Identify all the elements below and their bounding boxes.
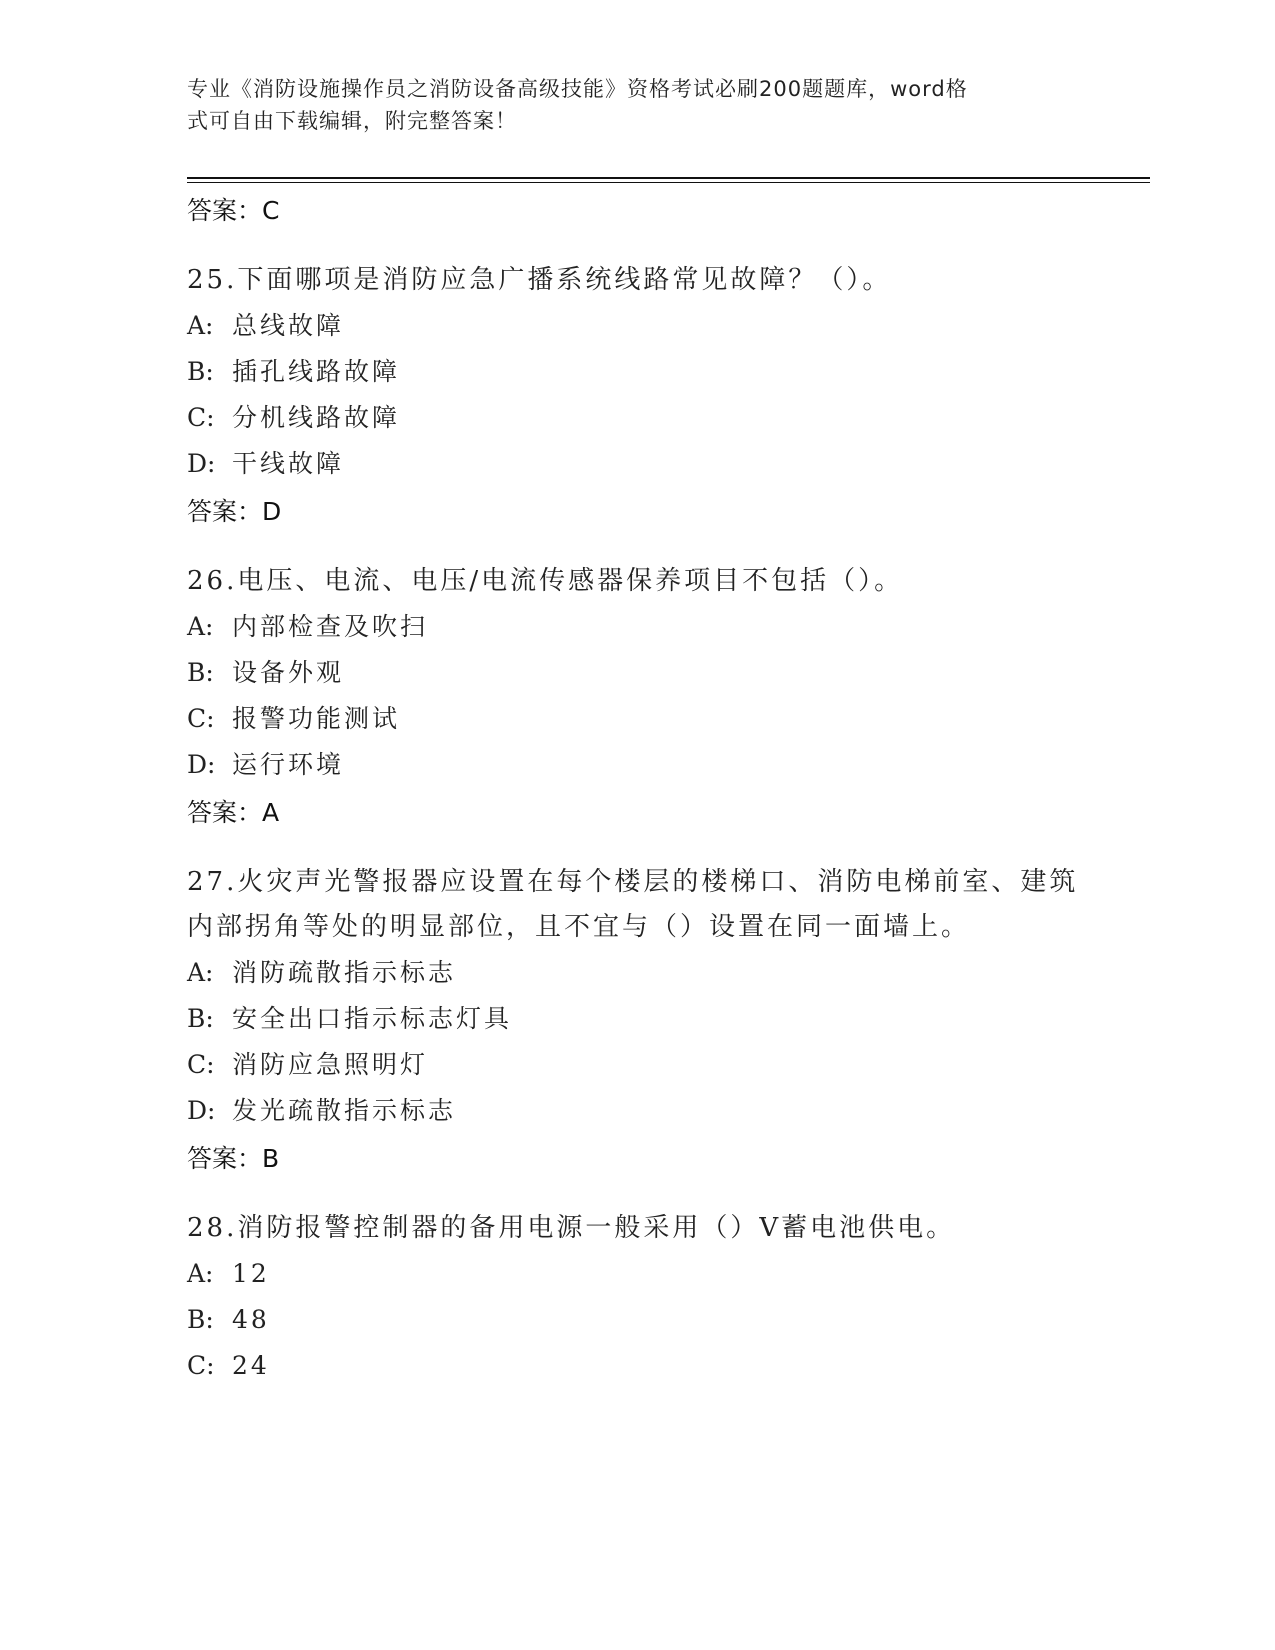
option-text: 12: [232, 1259, 270, 1288]
option-key: D:: [187, 449, 216, 478]
answer-option: [187, 1297, 1087, 1343]
question-stem-line: 26.电压、电流、电压/电流传感器保养项目不包括（）。: [187, 566, 904, 596]
option-key: B:: [187, 357, 214, 386]
question-spacer: [187, 838, 1087, 860]
option-key: C:: [187, 1351, 215, 1380]
answer-label: 答案：: [187, 196, 263, 225]
option-text: 24: [232, 1351, 270, 1380]
answer-line: [187, 186, 1087, 236]
question-stem-line: 28.消防报警控制器的备用电源一般采用（）V蓄电池供电。: [187, 1213, 956, 1243]
option-text: 安全出口指示标志灯具: [232, 1004, 513, 1033]
answer-option: [187, 604, 1087, 650]
option-text: 内部检查及吹扫: [232, 612, 429, 641]
question-spacer: [187, 1184, 1087, 1206]
question-stem-line: 25.下面哪项是消防应急广播系统线路常见故障？（）。: [187, 265, 892, 295]
option-key: B:: [187, 1305, 214, 1334]
answer-option: [187, 1088, 1087, 1134]
document-header: [187, 73, 1067, 137]
option-text: 发光疏散指示标志: [232, 1096, 457, 1125]
option-key: C:: [187, 403, 215, 432]
header-rule-thick: [187, 177, 1150, 179]
question-stem-line: 内部拐角等处的明显部位，且不宜与（）设置在同一面墙上。: [187, 912, 971, 942]
answer-option: [187, 696, 1087, 742]
option-text: 报警功能测试: [232, 704, 401, 733]
answer-option: [187, 395, 1087, 441]
question-list: [187, 186, 1087, 1389]
option-text: 消防应急照明灯: [232, 1050, 429, 1079]
answer-line: [187, 1134, 1087, 1184]
option-key: C:: [187, 1050, 215, 1079]
option-text: 48: [232, 1305, 270, 1334]
answer-value: C: [262, 196, 280, 225]
header-line-1: 专业《消防设施操作员之消防设备高级技能》资格考试必刷200题题库，word格: [187, 77, 968, 101]
answer-label: 答案：: [187, 1144, 263, 1173]
answer-label: 答案：: [187, 497, 263, 526]
header-line-2: 式可自由下载编辑，附完整答案！: [187, 109, 517, 133]
answer-option: [187, 950, 1087, 996]
answer-value: D: [262, 497, 282, 526]
answer-option: [187, 650, 1087, 696]
question-block: [187, 258, 1087, 537]
question-block: [187, 860, 1087, 1184]
option-key: A:: [187, 311, 214, 340]
answer-line: [187, 487, 1087, 537]
option-text: 消防疏散指示标志: [232, 958, 457, 987]
question-spacer: [187, 537, 1087, 559]
option-text: 总线故障: [232, 311, 345, 340]
answer-option: [187, 1251, 1087, 1297]
option-text: 干线故障: [232, 449, 345, 478]
answer-option: [187, 742, 1087, 788]
option-key: B:: [187, 658, 214, 687]
answer-value: A: [262, 798, 280, 827]
option-text: 运行环境: [232, 750, 345, 779]
answer-option: [187, 996, 1087, 1042]
question-block: [187, 559, 1087, 838]
answer-label: 答案：: [187, 798, 263, 827]
question-stem-line: 27.火灾声光警报器应设置在每个楼层的楼梯口、消防电梯前室、建筑: [187, 867, 1079, 897]
header-rule-thin: [187, 182, 1150, 183]
option-text: 设备外观: [232, 658, 345, 687]
question-block: [187, 1206, 1087, 1389]
option-key: D:: [187, 750, 216, 779]
answer-option: [187, 1343, 1087, 1389]
answer-line: [187, 788, 1087, 838]
option-key: D:: [187, 1096, 216, 1125]
answer-option: [187, 349, 1087, 395]
option-key: A:: [187, 958, 214, 987]
question-spacer: [187, 236, 1087, 258]
answer-option: [187, 441, 1087, 487]
option-key: A:: [187, 612, 214, 641]
option-key: C:: [187, 704, 215, 733]
option-key: A:: [187, 1259, 214, 1288]
option-text: 分机线路故障: [232, 403, 401, 432]
questions-container: [187, 236, 1087, 1389]
option-text: 插孔线路故障: [232, 357, 401, 386]
answer-option: [187, 1042, 1087, 1088]
answer-value: B: [262, 1144, 280, 1173]
option-key: B:: [187, 1004, 214, 1033]
answer-option: [187, 303, 1087, 349]
